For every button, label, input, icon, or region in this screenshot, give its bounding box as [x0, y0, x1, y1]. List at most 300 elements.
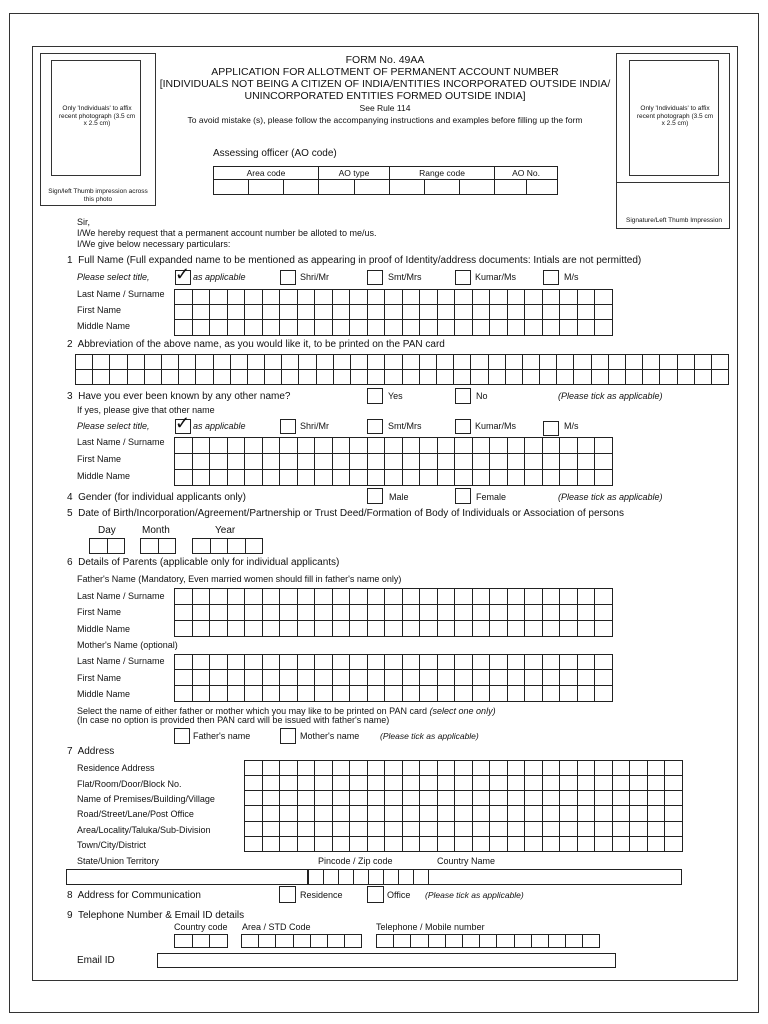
char-cell[interactable] [110, 354, 127, 370]
char-cell[interactable] [385, 320, 403, 336]
char-cell[interactable] [648, 806, 666, 822]
char-cell[interactable] [525, 320, 543, 336]
char-cell[interactable] [228, 654, 246, 670]
char-cell[interactable] [455, 289, 473, 305]
char-cell[interactable] [368, 791, 386, 806]
char-cell[interactable] [175, 588, 193, 605]
char-cell[interactable] [560, 806, 578, 822]
comm-office-checkbox[interactable] [367, 886, 384, 903]
char-cell[interactable] [263, 470, 281, 486]
char-cell[interactable] [333, 670, 351, 686]
char-cell[interactable] [578, 320, 596, 336]
char-cell[interactable] [508, 791, 526, 806]
char-cell[interactable] [525, 289, 543, 305]
char-cell[interactable] [473, 654, 491, 670]
char-cell[interactable] [334, 354, 351, 370]
char-cell[interactable] [543, 760, 561, 776]
char-cell[interactable] [299, 354, 316, 370]
char-cell[interactable] [403, 454, 421, 470]
char-cell[interactable] [193, 454, 211, 470]
char-cell[interactable] [525, 776, 543, 791]
char-cell[interactable] [578, 289, 596, 305]
char-cell[interactable] [385, 370, 402, 385]
char-cell[interactable] [263, 437, 281, 454]
char-cell[interactable] [490, 605, 508, 621]
char-cell[interactable] [368, 837, 386, 852]
char-cell[interactable] [350, 776, 368, 791]
char-cell[interactable] [245, 760, 263, 776]
char-cell[interactable] [280, 470, 298, 486]
dob-month-cells[interactable] [140, 538, 176, 554]
char-cell[interactable] [350, 588, 368, 605]
char-cell[interactable] [420, 776, 438, 791]
char-cell[interactable] [473, 806, 491, 822]
char-cell[interactable] [489, 354, 506, 370]
char-cell[interactable] [420, 654, 438, 670]
char-cell[interactable] [328, 934, 345, 948]
pincode-cells[interactable] [308, 869, 429, 885]
char-cell[interactable] [210, 470, 228, 486]
char-cell[interactable] [368, 320, 386, 336]
char-cell[interactable] [473, 320, 491, 336]
char-cell[interactable] [298, 837, 316, 852]
char-cell[interactable] [630, 791, 648, 806]
char-cell[interactable] [385, 822, 403, 837]
char-cell[interactable] [525, 454, 543, 470]
char-cell[interactable] [175, 470, 193, 486]
char-cell[interactable] [490, 621, 508, 637]
char-cell[interactable] [420, 454, 438, 470]
char-cell[interactable] [454, 370, 471, 385]
char-cell[interactable] [265, 370, 282, 385]
char-cell[interactable] [214, 354, 231, 370]
char-cell[interactable] [210, 305, 228, 320]
char-cell[interactable] [245, 776, 263, 791]
photo-box-left[interactable] [40, 53, 156, 206]
char-cell[interactable] [473, 437, 491, 454]
char-cell[interactable] [315, 760, 333, 776]
char-cell[interactable] [263, 605, 281, 621]
father-name-checkbox[interactable] [174, 728, 190, 744]
char-cell[interactable] [420, 588, 438, 605]
char-cell[interactable] [315, 686, 333, 702]
char-cell[interactable] [333, 605, 351, 621]
char-cell[interactable] [543, 588, 561, 605]
char-cell[interactable] [294, 934, 311, 948]
char-cell[interactable] [385, 588, 403, 605]
char-cell[interactable] [210, 454, 228, 470]
char-cell[interactable] [298, 654, 316, 670]
char-cell[interactable] [333, 776, 351, 791]
char-cell[interactable] [368, 354, 385, 370]
char-cell[interactable] [508, 470, 526, 486]
char-cell[interactable] [315, 437, 333, 454]
char-cell[interactable] [578, 305, 596, 320]
mother-name-checkbox[interactable] [280, 728, 296, 744]
char-cell[interactable] [210, 621, 228, 637]
char-cell[interactable] [560, 621, 578, 637]
char-cell[interactable] [245, 437, 263, 454]
char-cell[interactable] [648, 776, 666, 791]
char-cell[interactable] [245, 686, 263, 702]
char-cell[interactable] [263, 654, 281, 670]
char-cell[interactable] [377, 934, 394, 948]
char-cell[interactable] [193, 538, 211, 554]
char-cell[interactable] [368, 454, 386, 470]
char-cell[interactable] [315, 654, 333, 670]
char-cell[interactable] [280, 305, 298, 320]
char-cell[interactable] [248, 354, 265, 370]
char-cell[interactable] [175, 654, 193, 670]
char-cell[interactable] [508, 670, 526, 686]
char-cell[interactable] [210, 437, 228, 454]
char-cell[interactable] [420, 621, 438, 637]
char-cell[interactable] [420, 837, 438, 852]
char-cell[interactable] [298, 605, 316, 621]
char-cell[interactable] [333, 837, 351, 852]
char-cell[interactable] [248, 370, 265, 385]
comm-residence-checkbox[interactable] [279, 886, 296, 903]
char-cell[interactable] [480, 934, 497, 948]
char-cell[interactable] [508, 320, 526, 336]
char-cell[interactable] [193, 305, 211, 320]
char-cell[interactable] [298, 670, 316, 686]
char-cell[interactable] [298, 621, 316, 637]
char-cell[interactable] [613, 776, 631, 791]
char-cell[interactable] [595, 320, 613, 336]
char-cell[interactable] [560, 289, 578, 305]
char-cell[interactable] [420, 670, 438, 686]
char-cell[interactable] [385, 837, 403, 852]
char-cell[interactable] [455, 760, 473, 776]
char-cell[interactable] [384, 869, 399, 885]
char-cell[interactable] [196, 370, 213, 385]
char-cell[interactable] [280, 806, 298, 822]
char-cell[interactable] [712, 354, 729, 370]
char-cell[interactable] [643, 370, 660, 385]
s2-abbrev-row-2[interactable] [75, 370, 729, 385]
char-cell[interactable] [560, 837, 578, 852]
char-cell[interactable] [350, 670, 368, 686]
char-cell[interactable] [280, 289, 298, 305]
char-cell[interactable] [259, 934, 276, 948]
ao-cell[interactable] [425, 180, 460, 194]
ao-cell[interactable] [527, 180, 558, 194]
char-cell[interactable] [438, 437, 456, 454]
char-cell[interactable] [508, 806, 526, 822]
char-cell[interactable] [350, 470, 368, 486]
char-cell[interactable] [626, 354, 643, 370]
char-cell[interactable] [193, 621, 211, 637]
char-cell[interactable] [175, 437, 193, 454]
photo-box-right[interactable] [616, 53, 730, 229]
char-cell[interactable] [333, 289, 351, 305]
char-cell[interactable] [350, 320, 368, 336]
char-cell[interactable] [128, 354, 145, 370]
char-cell[interactable] [420, 791, 438, 806]
char-cell[interactable] [350, 822, 368, 837]
char-cell[interactable] [175, 305, 193, 320]
char-cell[interactable] [595, 437, 613, 454]
char-cell[interactable] [578, 791, 596, 806]
char-cell[interactable] [543, 454, 561, 470]
char-cell[interactable] [532, 934, 549, 948]
char-cell[interactable] [473, 776, 491, 791]
char-cell[interactable] [626, 370, 643, 385]
char-cell[interactable] [592, 354, 609, 370]
char-cell[interactable] [490, 320, 508, 336]
char-cell[interactable] [193, 670, 211, 686]
char-cell[interactable] [411, 934, 428, 948]
char-cell[interactable] [540, 354, 557, 370]
char-cell[interactable] [595, 670, 613, 686]
char-cell[interactable] [280, 437, 298, 454]
char-cell[interactable] [315, 320, 333, 336]
title-as-applicable-checkbox[interactable] [175, 264, 191, 285]
char-cell[interactable] [420, 289, 438, 305]
char-cell[interactable] [263, 760, 281, 776]
char-cell[interactable] [368, 806, 386, 822]
char-cell[interactable] [315, 305, 333, 320]
char-cell[interactable] [333, 654, 351, 670]
char-cell[interactable] [333, 791, 351, 806]
char-cell[interactable] [648, 822, 666, 837]
char-cell[interactable] [403, 605, 421, 621]
std-code-cells[interactable] [241, 934, 362, 948]
char-cell[interactable] [403, 837, 421, 852]
char-cell[interactable] [490, 588, 508, 605]
char-cell[interactable] [263, 454, 281, 470]
char-cell[interactable] [560, 588, 578, 605]
char-cell[interactable] [403, 354, 420, 370]
char-cell[interactable] [403, 588, 421, 605]
char-cell[interactable] [490, 686, 508, 702]
char-cell[interactable] [420, 320, 438, 336]
char-cell[interactable] [333, 470, 351, 486]
char-cell[interactable] [578, 670, 596, 686]
char-cell[interactable] [263, 686, 281, 702]
char-cell[interactable] [508, 760, 526, 776]
s3-first-name-cells[interactable] [174, 454, 613, 470]
char-cell[interactable] [315, 670, 333, 686]
char-cell[interactable] [543, 791, 561, 806]
char-cell[interactable] [162, 354, 179, 370]
char-cell[interactable] [175, 454, 193, 470]
char-cell[interactable] [333, 621, 351, 637]
char-cell[interactable] [403, 776, 421, 791]
char-cell[interactable] [595, 822, 613, 837]
char-cell[interactable] [455, 776, 473, 791]
char-cell[interactable] [193, 654, 211, 670]
char-cell[interactable] [368, 370, 385, 385]
char-cell[interactable] [578, 621, 596, 637]
char-cell[interactable] [543, 776, 561, 791]
char-cell[interactable] [613, 806, 631, 822]
char-cell[interactable] [613, 760, 631, 776]
char-cell[interactable] [228, 538, 246, 554]
char-cell[interactable] [315, 605, 333, 621]
char-cell[interactable] [245, 822, 263, 837]
char-cell[interactable] [193, 588, 211, 605]
char-cell[interactable] [265, 354, 282, 370]
s3-no-checkbox[interactable] [455, 388, 471, 404]
s3-title-smt-checkbox[interactable] [367, 419, 383, 434]
char-cell[interactable] [543, 686, 561, 702]
char-cell[interactable] [282, 354, 299, 370]
char-cell[interactable] [128, 370, 145, 385]
char-cell[interactable] [525, 806, 543, 822]
char-cell[interactable] [473, 760, 491, 776]
char-cell[interactable] [540, 370, 557, 385]
char-cell[interactable] [228, 670, 246, 686]
char-cell[interactable] [455, 605, 473, 621]
char-cell[interactable] [350, 806, 368, 822]
char-cell[interactable] [525, 760, 543, 776]
ao-cell[interactable] [495, 180, 527, 194]
char-cell[interactable] [228, 454, 246, 470]
char-cell[interactable] [315, 470, 333, 486]
char-cell[interactable] [490, 760, 508, 776]
char-cell[interactable] [543, 621, 561, 637]
char-cell[interactable] [403, 437, 421, 454]
char-cell[interactable] [368, 670, 386, 686]
char-cell[interactable] [298, 470, 316, 486]
char-cell[interactable] [298, 822, 316, 837]
char-cell[interactable] [276, 934, 293, 948]
char-cell[interactable] [317, 370, 334, 385]
char-cell[interactable] [490, 806, 508, 822]
char-cell[interactable] [368, 822, 386, 837]
char-cell[interactable] [403, 654, 421, 670]
char-cell[interactable] [490, 822, 508, 837]
ao-cell[interactable] [390, 180, 425, 194]
char-cell[interactable] [245, 654, 263, 670]
char-cell[interactable] [455, 621, 473, 637]
char-cell[interactable] [560, 320, 578, 336]
char-cell[interactable] [210, 289, 228, 305]
char-cell[interactable] [648, 791, 666, 806]
char-cell[interactable] [630, 806, 648, 822]
char-cell[interactable] [471, 370, 488, 385]
char-cell[interactable] [455, 437, 473, 454]
s1-middle-name-cells[interactable] [174, 320, 613, 336]
char-cell[interactable] [455, 305, 473, 320]
char-cell[interactable] [438, 605, 456, 621]
char-cell[interactable] [354, 869, 369, 885]
ao-cell[interactable] [460, 180, 494, 194]
char-cell[interactable] [298, 289, 316, 305]
char-cell[interactable] [280, 654, 298, 670]
address-row-cells[interactable] [244, 760, 683, 776]
char-cell[interactable] [315, 806, 333, 822]
char-cell[interactable] [578, 605, 596, 621]
char-cell[interactable] [508, 686, 526, 702]
char-cell[interactable] [438, 686, 456, 702]
char-cell[interactable] [76, 370, 93, 385]
char-cell[interactable] [508, 437, 526, 454]
s1-last-name-cells[interactable] [174, 289, 613, 305]
char-cell[interactable] [490, 776, 508, 791]
s1-first-name-cells[interactable] [174, 305, 613, 320]
char-cell[interactable] [455, 588, 473, 605]
char-cell[interactable] [420, 822, 438, 837]
char-cell[interactable] [299, 370, 316, 385]
father-middle-name-cells[interactable] [174, 621, 613, 637]
char-cell[interactable] [333, 822, 351, 837]
char-cell[interactable] [245, 305, 263, 320]
char-cell[interactable] [228, 588, 246, 605]
char-cell[interactable] [245, 670, 263, 686]
char-cell[interactable] [490, 454, 508, 470]
char-cell[interactable] [210, 588, 228, 605]
char-cell[interactable] [350, 654, 368, 670]
char-cell[interactable] [385, 686, 403, 702]
char-cell[interactable] [350, 289, 368, 305]
s3-title-shri-checkbox[interactable] [280, 419, 296, 434]
char-cell[interactable] [630, 822, 648, 837]
char-cell[interactable] [437, 354, 454, 370]
char-cell[interactable] [525, 470, 543, 486]
char-cell[interactable] [420, 354, 437, 370]
char-cell[interactable] [508, 454, 526, 470]
char-cell[interactable] [263, 670, 281, 686]
char-cell[interactable] [595, 791, 613, 806]
s3-middle-name-cells[interactable] [174, 470, 613, 486]
char-cell[interactable] [506, 370, 523, 385]
char-cell[interactable] [613, 837, 631, 852]
char-cell[interactable] [385, 454, 403, 470]
char-cell[interactable] [228, 686, 246, 702]
char-cell[interactable] [595, 454, 613, 470]
char-cell[interactable] [245, 837, 263, 852]
char-cell[interactable] [245, 791, 263, 806]
char-cell[interactable] [175, 621, 193, 637]
char-cell[interactable] [595, 654, 613, 670]
char-cell[interactable] [339, 869, 354, 885]
char-cell[interactable] [315, 621, 333, 637]
char-cell[interactable] [351, 354, 368, 370]
char-cell[interactable] [578, 776, 596, 791]
char-cell[interactable] [385, 791, 403, 806]
char-cell[interactable] [473, 670, 491, 686]
mother-first-name-cells[interactable] [174, 670, 613, 686]
char-cell[interactable] [175, 289, 193, 305]
char-cell[interactable] [420, 760, 438, 776]
char-cell[interactable] [473, 686, 491, 702]
char-cell[interactable] [196, 354, 213, 370]
char-cell[interactable] [595, 305, 613, 320]
char-cell[interactable] [263, 806, 281, 822]
char-cell[interactable] [508, 305, 526, 320]
char-cell[interactable] [489, 370, 506, 385]
char-cell[interactable] [350, 760, 368, 776]
char-cell[interactable] [543, 806, 561, 822]
char-cell[interactable] [630, 760, 648, 776]
char-cell[interactable] [515, 934, 532, 948]
char-cell[interactable] [333, 454, 351, 470]
char-cell[interactable] [76, 354, 93, 370]
char-cell[interactable] [315, 837, 333, 852]
char-cell[interactable] [350, 837, 368, 852]
s2-abbrev-row-1[interactable] [75, 354, 729, 370]
char-cell[interactable] [609, 370, 626, 385]
char-cell[interactable] [110, 370, 127, 385]
char-cell[interactable] [368, 776, 386, 791]
char-cell[interactable] [595, 760, 613, 776]
char-cell[interactable] [525, 305, 543, 320]
char-cell[interactable] [438, 760, 456, 776]
char-cell[interactable] [93, 370, 110, 385]
